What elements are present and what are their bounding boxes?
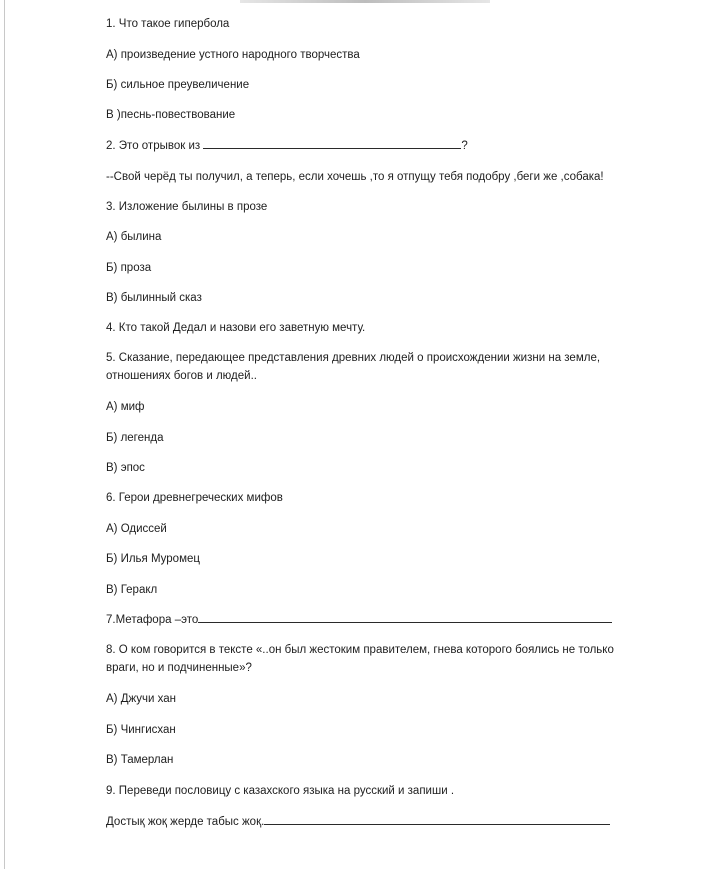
question-5-option-c: В) эпос <box>106 462 145 474</box>
question-5-line-2: отношениях богов и людей.. <box>106 370 257 382</box>
question-5-line-1: 5. Сказание, передающее представления древних людей о происхождении жизни на земле, <box>106 352 601 364</box>
question-9: 9. Переведи пословицу с казахского языка на русский и запиши . <box>106 785 455 797</box>
question-7-text: 7.Метафора –это <box>106 614 199 626</box>
question-4: 4. Кто такой Дедал и назови его заветную мечту. <box>106 322 366 334</box>
proverb-text: Достық жоқ жерде табыс жоқ. <box>106 816 265 828</box>
question-3-option-b: Б) проза <box>106 262 152 274</box>
question-2-quote: --Свой черёд ты получил, а теперь, если хочешь ,то я отпущу тебя подобру ,беги же ,собака! <box>106 171 604 183</box>
question-2 <box>106 139 468 153</box>
question-3-option-a: А) былина <box>106 231 162 243</box>
page-edge <box>4 0 5 869</box>
question-1-option-c: В )песнь-повествование <box>106 109 236 121</box>
question-8-line-2: враги, но и подчиненные»? <box>106 662 252 674</box>
question-5-option-b: Б) легенда <box>106 432 164 444</box>
question-3-option-c: В) былинный сказ <box>106 292 202 304</box>
proverb-line <box>106 815 610 829</box>
cropped-header-strip <box>240 0 490 3</box>
question-7 <box>106 613 612 627</box>
question-2-text: 2. Это отрывок из <box>106 140 204 152</box>
question-7-answer-blank[interactable] <box>198 613 612 623</box>
proverb-answer-blank[interactable] <box>264 815 610 825</box>
question-8-line-1: 8. О ком говорится в тексте «..он был жестоким правителем, гнева которого боялись не только <box>106 644 614 656</box>
question-3: 3. Изложение былины в прозе <box>106 201 268 213</box>
question-2-suffix: ? <box>461 140 468 152</box>
question-6-option-c: В) Геракл <box>106 584 158 596</box>
question-1-option-a: А) произведение устного народного творчества <box>106 49 360 61</box>
question-8-option-b: Б) Чингисхан <box>106 724 176 736</box>
question-2-answer-blank[interactable] <box>203 139 461 149</box>
question-1-option-b: Б) сильное преувеличение <box>106 79 250 91</box>
question-6: 6. Герои древнегреческих мифов <box>106 492 283 504</box>
question-8-option-c: В) Тамерлан <box>106 754 174 766</box>
question-6-option-b: Б) Илья Муромец <box>106 553 200 565</box>
question-5-option-a: А) миф <box>106 401 145 413</box>
question-6-option-a: А) Одиссей <box>106 523 167 535</box>
question-8-option-a: А) Джучи хан <box>106 693 177 705</box>
question-1: 1. Что такое гипербола <box>106 18 230 30</box>
